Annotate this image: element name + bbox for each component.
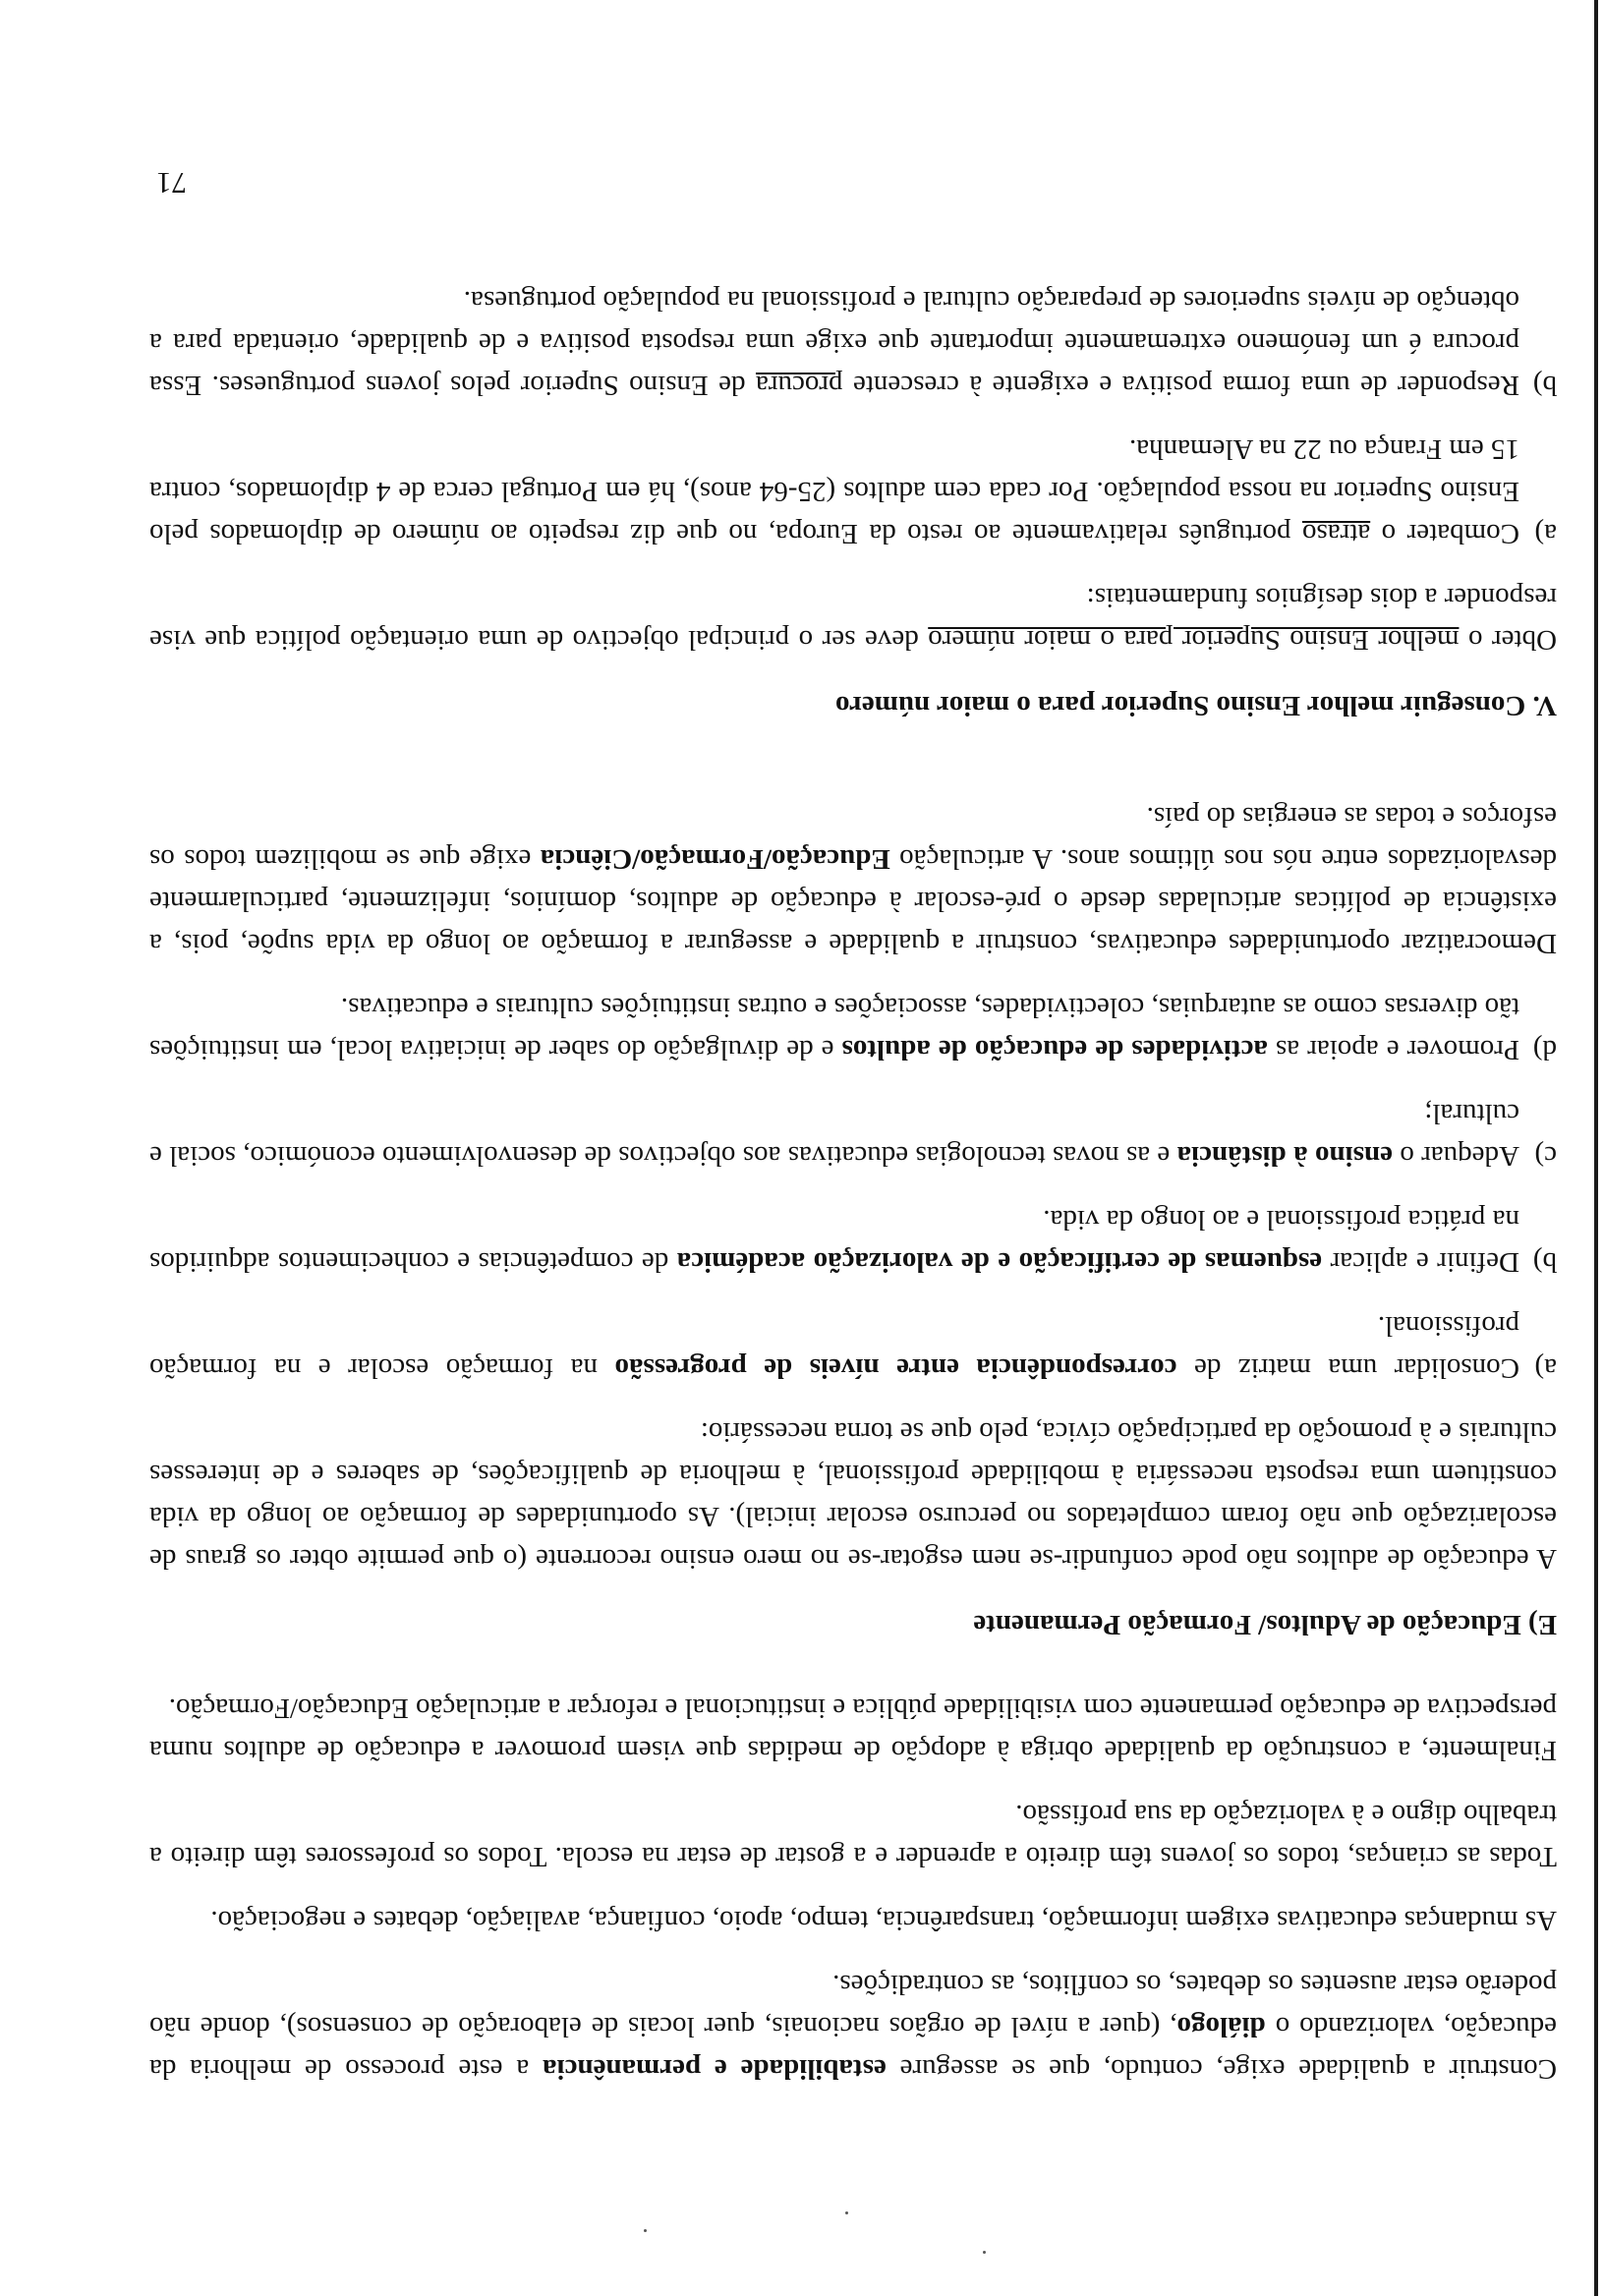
text-run: de competências e conhecimentos adquiridos na prática profissional e ao longo da vida. bbox=[149, 1204, 1519, 1278]
text-run: português relativamente ao resto da Europa, no que diz respeito ao número de diplomados pelo Ensino Superior na nossa população. Por cada cem adultos (25-64 anos), há em Portugal cerca de 4 diplomados, contra 15 em França ou 22 na Alemanha. bbox=[148, 433, 1519, 549]
list-item-text bbox=[149, 428, 1519, 554]
text-run: Construir a qualidade exige, contudo, que se assegure bbox=[886, 2053, 1557, 2085]
bold-run: ensino à distância bbox=[1176, 1140, 1393, 1172]
list-item bbox=[149, 1092, 1557, 1177]
list-item-text bbox=[149, 986, 1519, 1070]
paragraph bbox=[149, 1793, 1557, 1877]
bold-run: esquemas de certificação e de valorização académica bbox=[676, 1246, 1323, 1278]
text-run: a este processo de melhoria da educação, valorizando o bbox=[148, 2011, 1557, 2085]
list-item-text bbox=[149, 1092, 1519, 1177]
list-item bbox=[149, 1304, 1557, 1389]
text-run: Adequar o bbox=[1392, 1140, 1519, 1172]
list-item bbox=[149, 1198, 1557, 1283]
text-run: Consolidar uma matriz de bbox=[1176, 1352, 1519, 1384]
list-item-label: d) bbox=[1532, 1034, 1557, 1065]
bold-run: correspondência entre níveis de progressão bbox=[614, 1352, 1177, 1384]
page-content bbox=[149, 258, 1557, 2090]
section-e-intro: A educação de adultos não pode confundir-se nem esgotar-se no mero ensino recorrente (o que permite obter os graus de escolarização que não foram completados no percurso escolar inicial). As oportunidades de formação ao longo da vida constituem uma resposta necessária à mobilidade profissional, à melhoria de qualificações, de saberes e de interesses culturais e à promoção da participação cívica, pelo que se torna necessário: bbox=[149, 1416, 1557, 1575]
bold-run: diálogo bbox=[1176, 2011, 1266, 2042]
underlined-run: melhor Ensino Superior para o maior número bbox=[928, 624, 1460, 656]
underlined-run: atraso bbox=[1301, 518, 1371, 549]
text-run: Finalmente, a construção da qualidade obriga à adopção de medidas que visem promover a educação de adultos numa perspectiva de educação permanente com visibilidade pública e institucional e reforçar a articulação Educação/Formação. bbox=[149, 1693, 1557, 1766]
list-item-label: a) bbox=[1534, 1352, 1557, 1384]
underlined-run: procura bbox=[755, 370, 843, 401]
text-run: , (quer a nível de orgãos nacionais, quer locais de elaboração de consensos), donde não poderão estar ausentes os debates, os conflitos, as contradições. bbox=[149, 1969, 1557, 2042]
section-e-closing bbox=[149, 795, 1557, 964]
bold-run: actividades de educação de adultos bbox=[841, 1034, 1268, 1065]
bold-run: estabilidade e permanência bbox=[543, 2053, 887, 2085]
text-run: de Ensino Superior pelos jovens portugueses. Essa procura é um fenómeno extremamente importante que exige uma resposta positiva e de qualidade, orientada para a obtenção de níveis superiores de preparação cultural e profissional na população portuguesa. bbox=[149, 285, 1519, 401]
page-number: 71 bbox=[156, 166, 187, 201]
text-run: Democratizar oportunidades educativas, construir a qualidade e assegurar a formação ao longo da vida supõe, pois, a existência de políticas articuladas desde o pré-escolar à educação de adultos, domínios, infelizmente, particularmente desvalorizados entre nós nos últimos anos. A articulação bbox=[149, 843, 1557, 959]
section-v-intro bbox=[149, 576, 1557, 660]
list-item-label: b) bbox=[1532, 1246, 1557, 1278]
list-item-text bbox=[149, 1304, 1519, 1389]
text-run: Combater o bbox=[1370, 518, 1519, 549]
text-run: e as novas tecnologias educativas aos objectivos de desenvolvimento económico, social e cultural; bbox=[149, 1098, 1519, 1172]
list-item bbox=[149, 428, 1557, 554]
text-run: Obter o bbox=[1459, 624, 1557, 656]
list-item bbox=[149, 986, 1557, 1070]
text-run: Todas as crianças, todos os jovens têm direito a aprender e a gostar de estar na escola. Todos os professores têm direito a trabalho digno e à valorização da sua profissão. bbox=[149, 1799, 1557, 1872]
list-item bbox=[149, 279, 1557, 406]
list-item-label: a) bbox=[1534, 518, 1557, 549]
paragraph bbox=[149, 1687, 1557, 1771]
list-item-label: b) bbox=[1532, 370, 1557, 401]
bold-run: Educação/Formação/Ciência bbox=[540, 843, 890, 875]
text-run: As mudanças educativas exigem informação, transparência, tempo, apoio, confiança, avaliação, debates e negociação. bbox=[210, 1905, 1557, 1936]
text-run: na formação escolar e na formação profissional. bbox=[148, 1310, 1519, 1384]
text-run: e de divulgação do saber de iniciativa local, em instituições tão diversas como as autarquias, colectividades, associações e outras instituições culturais e educativas. bbox=[148, 992, 1519, 1065]
text-run: Promover e apoiar as bbox=[1267, 1034, 1519, 1065]
list-item-text bbox=[149, 1198, 1519, 1283]
text-run: Definir e aplicar bbox=[1322, 1246, 1519, 1278]
section-heading-v: V. Conseguir melhor Ensino Superior para o maior número bbox=[835, 690, 1557, 721]
paragraph bbox=[149, 1963, 1557, 2090]
paragraph bbox=[149, 1899, 1557, 1941]
text-run: Responder de uma forma positiva e exigente à crescente bbox=[842, 370, 1519, 401]
text-run: deve ser o principal objectivo de uma orientação política que vise responder a dois desígnios fundamentais: bbox=[149, 582, 1557, 656]
list-item-label: c) bbox=[1534, 1140, 1557, 1172]
text-run: exige que se mobilizem todos os esforços e todas as energias do país. bbox=[149, 801, 1557, 875]
list-item-text bbox=[149, 279, 1519, 406]
section-heading-e: E) Educação de Adultos/ Formação Permanente bbox=[973, 1609, 1557, 1640]
